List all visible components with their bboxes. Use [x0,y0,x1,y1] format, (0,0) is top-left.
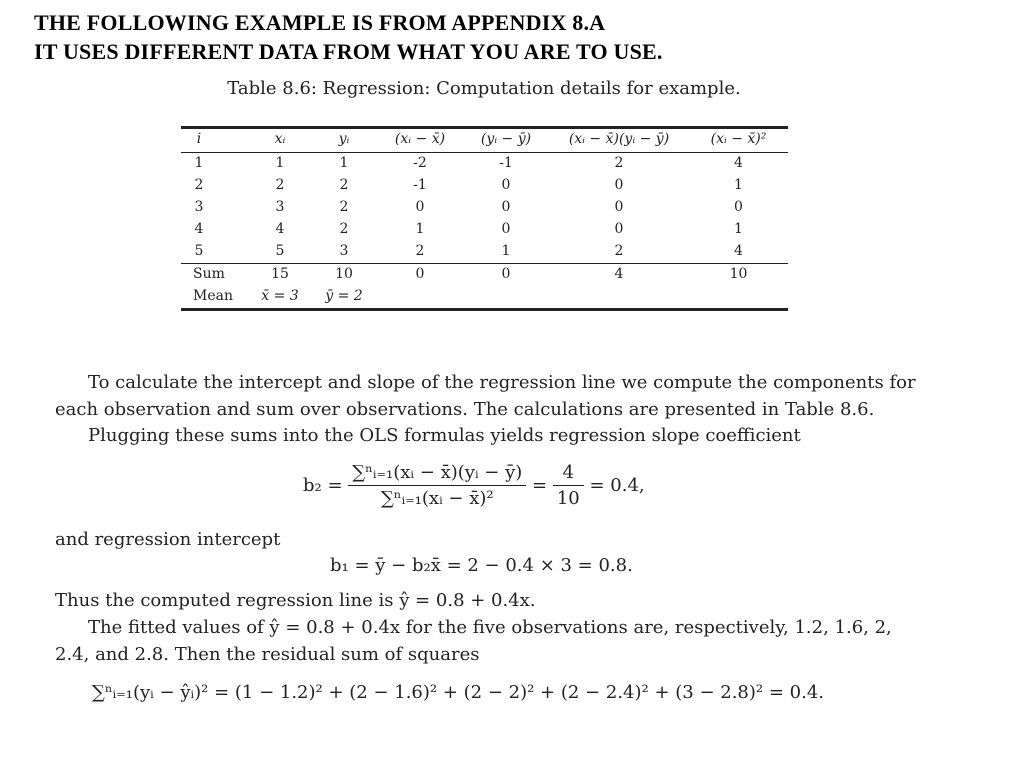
table-row [181,175,788,197]
slope-lhs: b₂ = [303,475,343,496]
table-cell: 4 [275,221,285,237]
table-cell: 2 [275,177,285,193]
table-header-row [181,129,788,153]
table-cell: 3 [275,199,285,215]
column-header: i [196,131,202,147]
slope-fraction [348,462,526,509]
table-cell: 0 [614,177,624,193]
header-line-1: THE FOLLOWING EXAMPLE IS FROM APPENDIX 8.A [34,10,606,35]
paragraph-regression-line: Thus the computed regression line is ŷ = 0.8 + 0.4x. [55,590,536,611]
table-cell: 3 [194,199,204,215]
table-cell: 4 [194,221,204,237]
sum-cell: 0 [501,266,511,282]
table-cell: 1 [275,155,285,171]
table-caption: Table 8.6: Regression: Computation details for example. [227,78,741,99]
slope-value-denominator: 10 [556,488,580,509]
column-header: yᵢ [338,131,350,147]
slope-result: = 0.4, [589,475,645,496]
mean-label: Mean [193,288,233,304]
table-cell: 1 [734,177,743,193]
slope-numerator: ∑ⁿᵢ₌₁(xᵢ − x̄)(yᵢ − ȳ) [348,462,526,486]
slope-denominator: ∑ⁿᵢ₌₁(xᵢ − x̄)² [380,488,494,509]
slope-value-fraction [553,462,584,509]
table-cell: 0 [501,221,511,237]
table-cell: 0 [734,199,743,215]
table-cell: 3 [339,243,349,259]
column-header: (xᵢ − x̄)² [710,131,767,147]
slope-equals: = [532,475,548,496]
table-row [181,197,788,219]
sum-cell: 4 [614,266,624,282]
slope-value-numerator: 4 [553,462,584,486]
sum-cell: 15 [271,266,289,282]
residual-sum-equation: ∑ⁿᵢ₌₁(yᵢ − ŷᵢ)² = (1 − 1.2)² + (2 − 1.6)² + (2 − 2)² + (2 − 2.4)² + (3 − 2.8)² = 0.4. [92,682,824,703]
sum-cell: 0 [415,266,425,282]
table-cell: 2 [194,177,204,193]
table-cell: 2 [614,243,624,259]
paragraph-intro: To calculate the intercept and slope of the regression line we compute the components for each observation and sum over observations. The calculations are presented in Table 8.6. [55,372,916,420]
table-cell: 2 [415,243,425,259]
paragraph-intercept: and regression intercept [55,529,281,550]
table-cell: -1 [499,155,513,171]
table-body [181,153,788,263]
table-cell: 0 [415,199,425,215]
table-cell: 2 [339,221,349,237]
table-cell: 1 [734,221,743,237]
table-cell: 0 [501,199,511,215]
slope-equation [303,462,645,509]
table-cell: -1 [413,177,427,193]
table-cell: 2 [339,199,349,215]
column-header: (xᵢ − x̄) [394,131,446,147]
table-cell: 5 [275,243,285,259]
table-row [181,219,788,241]
table-sum-row [181,263,788,286]
sum-cell: 10 [729,266,748,282]
table-cell: 5 [194,243,204,259]
table-cell: 0 [501,177,511,193]
table-cell: 0 [614,199,624,215]
table-mean-row [181,286,788,308]
mean-cell: ȳ = 2 [325,288,363,304]
table-cell: 1 [194,155,204,171]
intercept-equation: b₁ = ȳ − b₂x̄ = 2 − 0.4 × 3 = 0.8. [330,555,633,576]
table-cell: 1 [501,243,511,259]
table-cell: 1 [415,221,425,237]
header-line-2: IT USES DIFFERENT DATA FROM WHAT YOU ARE TO USE. [34,39,663,64]
paragraph-fitted-values: The fitted values of ŷ = 0.8 + 0.4x for the five observations are, respectively, 1.2, 1.6, 2, 2.4, and 2.8. Then the residual sum of squares [55,617,892,665]
table-cell: -2 [413,155,427,171]
table-row [181,241,788,263]
sum-cell: 10 [335,266,353,282]
paragraph-plugging: Plugging these sums into the OLS formulas yields regression slope coefficient [88,425,801,446]
table-cell: 2 [339,177,349,193]
table-cell: 0 [614,221,624,237]
table-cell: 1 [339,155,349,171]
column-header: xᵢ [274,131,286,147]
computation-table [181,126,788,311]
table-cell: 4 [734,243,743,259]
table-row [181,153,788,175]
mean-cell: x̄ = 3 [261,288,299,304]
sum-label: Sum [193,266,225,282]
header [34,8,663,66]
table-cell: 2 [614,155,624,171]
column-header: (xᵢ − x̄)(yᵢ − ȳ) [568,131,670,147]
table-cell: 4 [734,155,743,171]
column-header: (yᵢ − ȳ) [480,131,532,147]
